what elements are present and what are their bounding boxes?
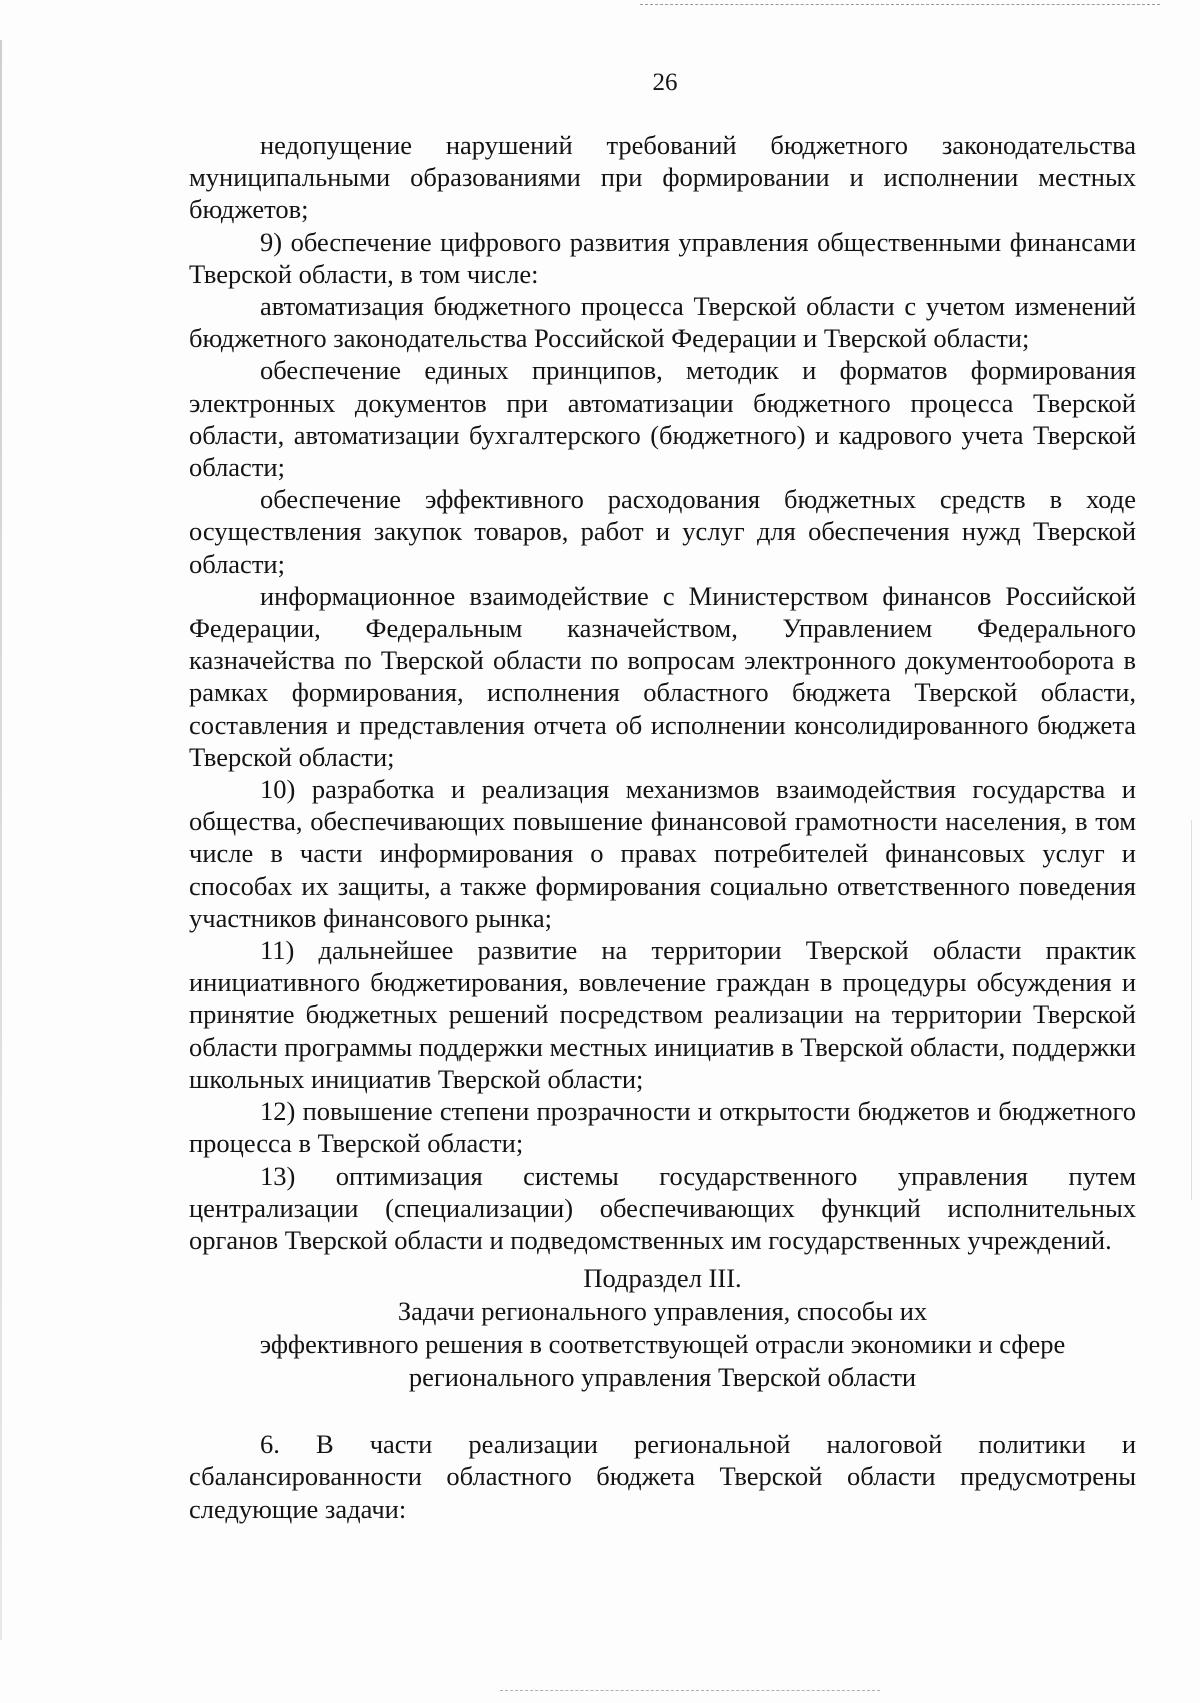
subsection-title-line: регионального управления Тверской области [408,1362,917,1393]
subsection-label: Подраздел III. [583,1263,742,1294]
scan-artifact-right-edge [1191,820,1192,1200]
paragraph-item-6: 6. В части реализации региональной налоговой политики и сбалансированности областного бюджета Тверской области предусмотрены следующие задачи: [189,1429,1136,1524]
paragraph-item-9: 9) обеспечение цифрового развития управления общественными финансами Тверской области, в том числе: [189,226,1136,289]
paragraph: недопущение нарушений требований бюджетного законодательства муниципальными образованиями при формировании и исполнении местных бюджетов; [189,130,1136,225]
paragraph-item-13: 13) оптимизация системы государственного управления путем централизации (специализации) обеспечивающих функций исполнительных органов Тверской области и подведомственных им государственных учреждений. [189,1160,1136,1255]
paragraph-item-10: 10) разработка и реализация механизмов взаимодействия государства и общества, обеспечивающих повышение финансовой грамотности населения, в том числе в части информирования о правах потребителей финансовых услуг и способах их защиты, а также формирования социально ответственного поведения участников финансового рынка; [189,774,1136,933]
subsection-title-line: Задачи регионального управления, способы их [397,1296,928,1327]
scan-artifact-bottom [500,1690,880,1691]
spacer [189,1394,1136,1428]
paragraph: обеспечение эффективного расходования бюджетных средств в ходе осуществления закупок товаров, работ и услуг для обеспечения нужд Тверской области; [189,484,1136,579]
document-body [189,129,1136,1525]
paragraph: обеспечение единых принципов, методик и форматов формирования электронных документов при автоматизации бюджетного процесса Тверской области, автоматизации бухгалтерского (бюджетного) и кадрового учета Тверской области; [189,355,1136,483]
scan-artifact-top [640,4,1160,5]
paragraph: информационное взаимодействие с Министерством финансов Российской Федерации, Федеральным казначейством, Управлением Федерального казначейства по Тверской области по вопросам электронного документооборота в рамках формирования, исполнения областного бюджета Тверской области, составления и представления отчета об исполнении консолидированного бюджета Тверской области; [189,580,1136,772]
paragraph-item-11: 11) дальнейшее развитие на территории Тверской области практик инициативного бюджетирования, вовлечение граждан в процедуры обсуждения и принятие бюджетных решений посредством реализации на территории Тверской области программы поддержки местных инициатив в Тверской области, поддержки школьных инициатив Тверской области; [189,935,1136,1094]
paragraph: автоматизация бюджетного процесса Тверской области с учетом изменений бюджетного законодательства Российской Федерации и Тверской области; [189,291,1136,354]
scan-artifact-left-edge [0,40,2,1640]
subsection-title-line: эффективного решения в соответствующей отрасли экономики и сфере [259,1329,1066,1360]
page-number: 26 [652,69,678,96]
paragraph-item-12: 12) повышение степени прозрачности и открытости бюджетов и бюджетного процесса в Тверской области; [189,1096,1136,1159]
subsection-heading [189,1262,1136,1394]
